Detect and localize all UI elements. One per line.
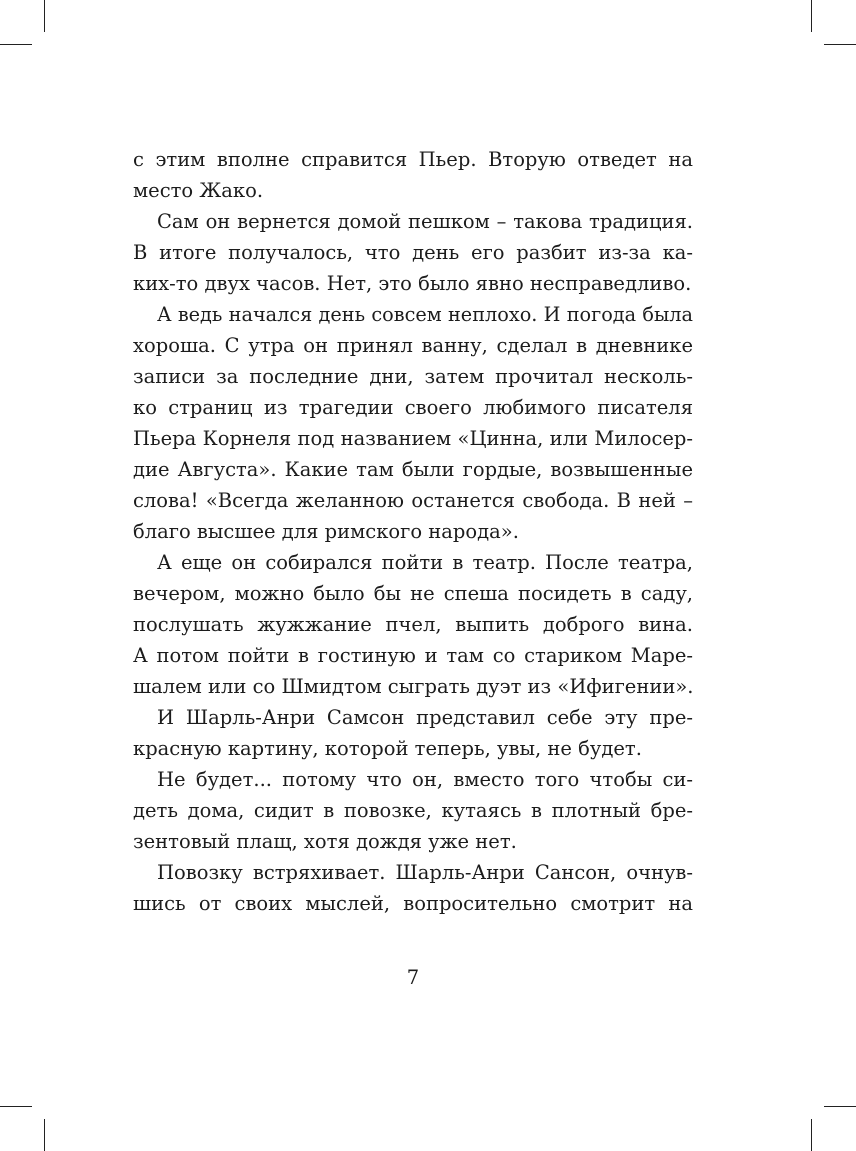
text-line: А ведь начался день совсем неплохо. И погода была: [157, 303, 693, 326]
text-line: ких-то двух часов. Нет, это было явно несправедливо.: [133, 272, 692, 295]
text-line: И Шарль-Анри Самсон представил себе эту пре-: [157, 706, 693, 729]
text-line: с этим вполне справится Пьер. Вторую отведет на: [133, 148, 693, 171]
text-line: слова! «Всегда желанною останется свобода. В ней –: [133, 489, 693, 512]
crop-mark-bottom-left-v: [44, 1119, 45, 1151]
crop-mark-top-right-v: [811, 0, 812, 32]
text-line: Пьера Корнеля под названием «Цинна, или Милосер-: [133, 427, 693, 450]
text-line: записи за последние дни, затем прочитал несколь-: [133, 365, 693, 388]
crop-mark-top-right-h: [824, 44, 856, 45]
page-number: 7: [406, 966, 420, 989]
paragraph: [133, 764, 693, 857]
paragraph: [133, 144, 693, 206]
paragraph: [133, 299, 693, 547]
body-text: [133, 144, 693, 919]
text-line: Не будет... потому что он, вместо того чтобы си-: [157, 768, 693, 791]
text-line: шись от своих мыслей, вопросительно смотрит на: [133, 892, 693, 915]
crop-mark-top-left-h: [0, 44, 32, 45]
crop-mark-bottom-right-v: [811, 1119, 812, 1151]
text-line: место Жако.: [133, 179, 264, 202]
text-line: вечером, можно было бы не спеша посидеть в саду,: [133, 582, 693, 605]
text-line: Повозку встряхивает. Шарль-Анри Сансон, очнув-: [157, 861, 693, 884]
text-line: Сам он вернется домой пешком – такова традиция.: [157, 210, 693, 233]
text-line: послушать жужжание пчел, выпить доброго вина.: [133, 613, 693, 636]
text-line: А еще он собирался пойти в театр. После театра,: [157, 551, 693, 574]
text-line: зентовый плащ, хотя дождя уже нет.: [133, 830, 517, 853]
text-line: шалем или со Шмидтом сыграть дуэт из «Ифигении».: [133, 675, 693, 698]
text-line: дие Августа». Какие там были гордые, возвышенные: [133, 458, 693, 481]
crop-mark-top-left-v: [44, 0, 45, 32]
paragraph: [133, 702, 693, 764]
crop-mark-bottom-right-h: [824, 1106, 856, 1107]
text-line: В итоге получалось, что день его разбит из-за ка-: [133, 241, 693, 264]
text-line: деть дома, сидит в повозке, кутаясь в плотный бре-: [133, 799, 693, 822]
text-line: красную картину, которой теперь, увы, не будет.: [133, 737, 642, 760]
text-line: благо высшее для римского народа».: [133, 520, 519, 543]
paragraph: [133, 206, 693, 299]
text-line: А потом пойти в гостиную и там со стариком Маре-: [133, 644, 693, 667]
text-line: хороша. С утра он принял ванну, сделал в дневнике: [133, 334, 693, 357]
paragraph: [133, 547, 693, 702]
text-line: ко страниц из трагедии своего любимого писателя: [133, 396, 693, 419]
paragraph: [133, 857, 693, 919]
crop-mark-bottom-left-h: [0, 1106, 32, 1107]
